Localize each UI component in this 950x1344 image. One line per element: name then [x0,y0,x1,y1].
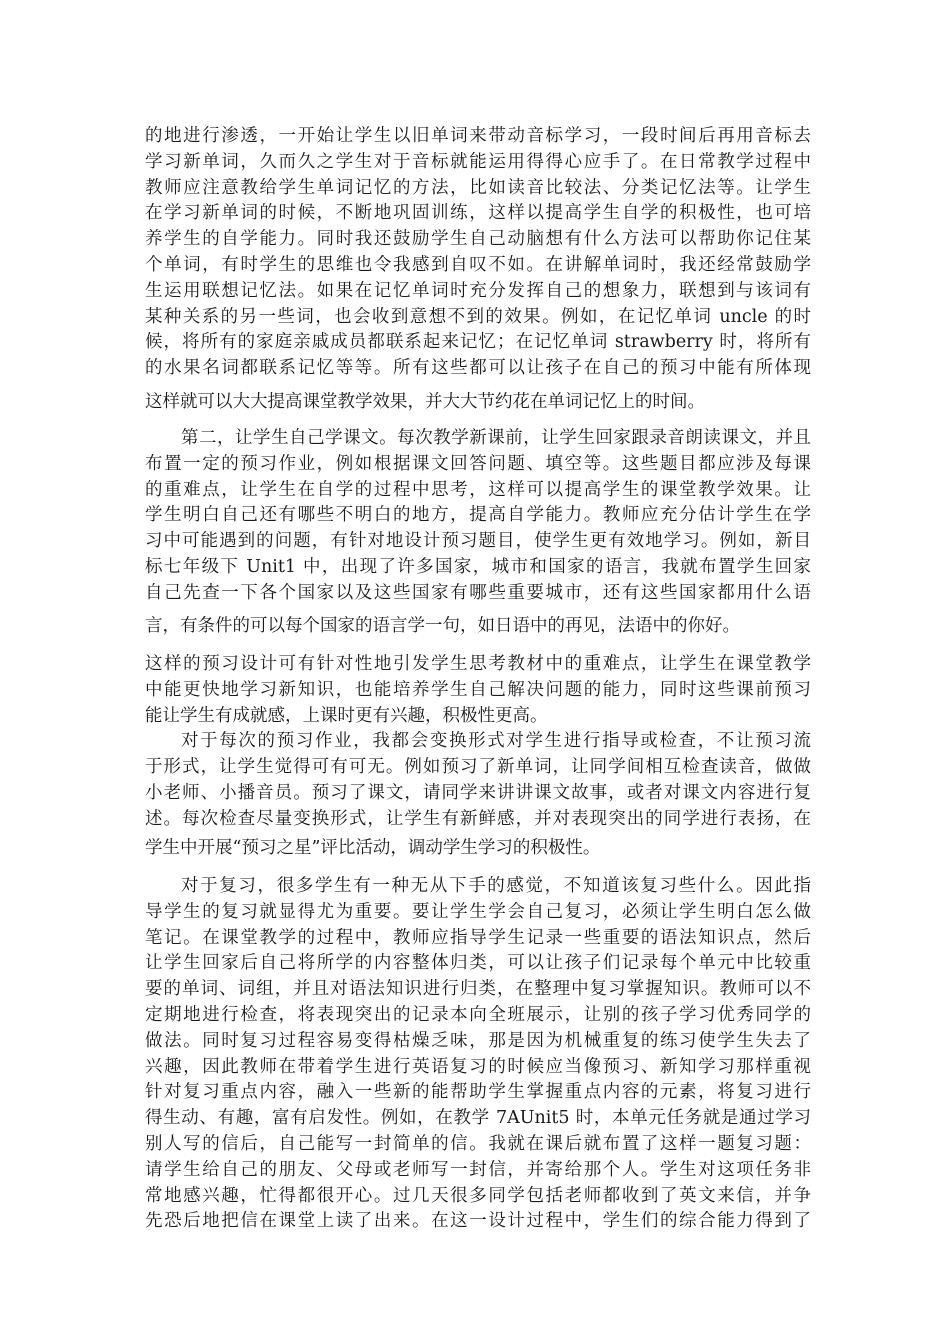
text-line: 请学生给自己的朋友、父母或老师写一封信，并寄给那个人。学生对这项任务非 [145,1159,811,1180]
text-line: 能让学生有成就感，上课时更有兴趣，积极性更高。 [145,705,548,726]
text-line: 中能更快地学习新知识，也能培养学生自己解决问题的能力，同时这些课前预习 [145,679,811,700]
paragraph-self-study-texts [145,426,811,607]
text-line: 自己先查一下各个国家以及这些国家有哪些重要城市，还有这些国家都用什么语 [145,582,811,603]
text-line: 导学生的复习就显得尤为重要。要让学生学会自己复习，必须让学生明白怎么做 [145,901,811,922]
text-line: 言，有条件的可以每个国家的语言学一句，如日语中的再见，法语中的你好。 [145,616,740,636]
text-line: 学生明白自己还有哪些不明白的地方，提高自学能力。教师应充分估计学生在学 [145,505,811,526]
text-line: 别人写的信后，自己能写一封简单的信。我就在课后就布置了这样一题复习题： [145,1133,811,1154]
text-line: 在学习新单词的时候，不断地巩固训练，这样以提高学生自学的积极性，也可培 [145,203,811,224]
text-line: 养学生的自学能力。同时我还鼓励学生自己动脑想有什么方法可以帮助你记住某 [145,229,811,250]
text-line: 习中可能遇到的问题，有针对地设计预习题目，使学生更有效地学习。例如，新目 [145,531,811,552]
text-line: 第二，让学生自己学课文。每次教学新课前，让学生回家跟录音朗读课文，并且 [181,428,811,448]
text-line: 标七年级下 Unit1 中，出现了许多国家，城市和国家的语言，我就布置学生回家 [145,556,811,577]
text-line: 笔记。在课堂教学的过程中，教师应指导学生记录一些重要的语法知识点，然后 [145,927,811,948]
text-line: 兴趣，因此教师在带着学生进行英语复习的时候应当像预习、新知学习那样重视 [145,1056,811,1077]
text-line: 学生中开展“预习之星”评比活动，调动学生学习的积极性。 [145,838,601,858]
paragraph-preview-star [145,836,811,862]
text-line: 教师应注意教给学生单词记忆的方法，比如读音比较法、分类记忆法等。让学生 [145,177,811,198]
text-line: 做法。同时复习过程容易变得枯燥乏味，那是因为机械重复的练习使学生失去了 [145,1030,811,1051]
text-line: 述。每次检查尽量变换形式，让学生有新鲜感，并对表现突出的同学进行表扬，在 [145,808,811,829]
text-line: 对于复习，很多学生有一种无从下手的感觉，不知道该复习些什么。因此指 [181,876,811,896]
text-line: 让学生回家后自己将所学的内容整体归类，可以让孩子们记录每个单元中比较重 [145,953,811,974]
text-line: 个单词，有时学生的思维也令我感到自叹不如。在讲解单词时，我还经常鼓励学 [145,254,811,275]
text-line: 这样的预习设计可有针对性地引发学生思考教材中的重难点，让学生在课堂教学 [145,654,811,674]
text-line: 于形式，让学生觉得可有可无。例如预习了新单词，让同学间相互检查读音，做做 [145,757,811,778]
text-line: 生运用联想记忆法。如果在记忆单词时充分发挥自己的想象力，联想到与该词有 [145,280,811,301]
text-line: 要的单词、词组，并且对语法知识进行归类，在整理中复习掌握知识。教师可以不 [145,979,811,1000]
text-line: 这样就可以大大提高课堂教学效果，并大大节约花在单词记忆上的时间。 [145,392,705,412]
paragraph-vocabulary-conclusion [145,390,811,416]
text-line: 的重难点，让学生在自学的过程中思考，这样可以提高学生的课堂教学效果。让 [145,479,811,500]
text-line: 的水果名词都联系记忆等等。所有这些都可以让孩子在自己的预习中能有所体现 [145,358,811,379]
text-line: 定期地进行检查，将表现突出的记录本向全班展示，让别的孩子学习优秀同学的 [145,1004,811,1025]
text-line: 先恐后地把信在课堂上读了出来。在这一设计过程中，学生们的综合能力得到了 [145,1211,811,1232]
paragraph-vocabulary-memory [145,124,811,382]
paragraph-language-example [145,614,811,640]
text-line: 对于每次的预习作业，我都会变换形式对学生进行指导或检查，不让预习流 [181,731,811,752]
text-line: 某种关系的另一些词，也会收到意想不到的效果。例如，在记忆单词 uncle 的时 [145,306,811,327]
text-line: 得生动、有趣，富有启发性。例如，在教学 7AUnit5 时，本单元任务就是通过学习 [145,1108,811,1129]
paragraph-review [145,874,811,1235]
text-line: 学习新单词，久而久之学生对于音标就能运用得得心应手了。在日常教学过程中 [145,151,811,172]
text-line: 的地进行渗透，一开始让学生以旧单词来带动音标学习，一段时间后再用音标去 [145,126,811,146]
text-line: 小老师、小播音员。预习了课文，请同学来讲讲课文故事，或者对课文内容进行复 [145,782,811,803]
text-line: 候，将所有的家庭亲戚成员都联系起来记忆；在记忆单词 strawberry 时，将所有 [145,332,811,353]
paragraph-preview-design [145,652,811,833]
text-line: 针对复习重点内容，融入一些新的能帮助学生掌握重点内容的元素，将复习进行 [145,1082,811,1103]
text-line: 常地感兴趣，忙得都很开心。过几天很多同学包括老师都收到了英文来信，并争 [145,1185,811,1206]
text-line: 布置一定的预习作业，例如根据课文回答问题、填空等。这些题目都应涉及每课 [145,453,811,474]
